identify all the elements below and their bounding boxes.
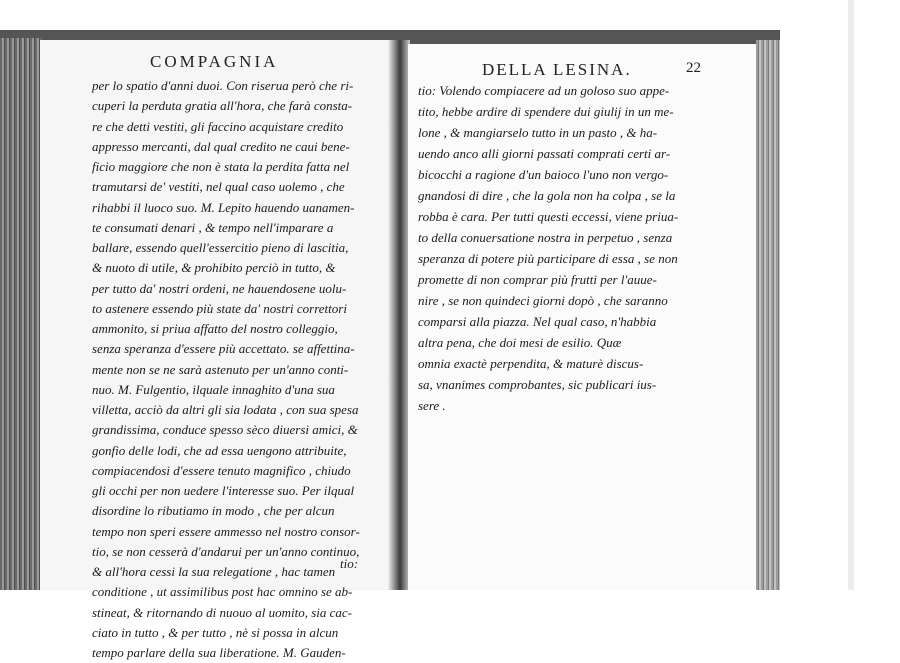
text-line: tempo non speri essere ammesso nel nostro consor-	[92, 523, 360, 539]
text-line: grandissima, conduce spesso sèco diuersi amici, &	[92, 422, 358, 438]
text-line: & all'hora cessi la sua relegatione , hac tamen	[92, 564, 336, 579]
left-running-header: COMPAGNIA	[150, 52, 279, 71]
text-line: gonfio delle lodi, che ad essa uengono attribuite,	[92, 442, 347, 458]
text-line: speranza di potere più participare di essa , se non	[418, 251, 678, 266]
text-line: promette di non comprar più frutti per l'auue-	[418, 272, 657, 287]
text-line: per lo spatio d'anni duoi. Con riserua però che ri-	[92, 78, 354, 93]
text-line: uendo anco alli giorni passati comprati certi ar-	[418, 146, 671, 161]
text-line: disordine lo ributiamo in modo , che per alcun	[92, 503, 335, 519]
catchword: tio:	[340, 556, 359, 571]
text-line: tio, se non cesserà d'andarui per un'anno continuo,	[92, 543, 360, 559]
text-line: nuo. M. Fulgentio, ilquale innaghito d'una sua	[92, 381, 335, 397]
text-line: nire , se non quindeci giorni dopò , che saranno	[418, 293, 668, 308]
text-line: altra pena, che doi mesi de esilio. Quæ	[418, 335, 622, 350]
text-line: compiacendosi d'essere tenuto magnifico , chiudo	[92, 462, 351, 478]
text-line: tito, hebbe ardire di spendere dui giulij in un me-	[418, 104, 674, 119]
text-line: ballare, essendo quell'essercitio pieno di lascitia,	[92, 240, 349, 255]
text-line: cuperi la perduta gratia all'hora, che farà consta-	[92, 98, 353, 114]
text-line: ficio maggiore che non è stata la perdita fatta nel	[92, 159, 350, 174]
text-line: to della conuersatione nostra in perpetuo , senza	[418, 230, 673, 245]
text-line: rihabbi il luoco suo. M. Lepito hauendo uanamen-	[92, 199, 355, 215]
right-page-edges	[756, 40, 780, 590]
right-page-text	[418, 80, 738, 416]
text-line: to astenere essendo più state da' nostri correttori	[92, 300, 347, 316]
text-line: stineat, & ritornando di nuouo al uomito, sia cac-	[92, 604, 352, 620]
text-line: ciato in tutto , & per tutto , nè si possa in alcun	[92, 624, 339, 640]
text-line: te consumati denari , & tempo nell'imparare a	[92, 219, 334, 235]
text-line: villetta, acciò da altri gli sia lodata , con sua spesa	[92, 402, 359, 417]
text-line: gli occhi per non uedere l'interesse suo. Per ilqual	[92, 483, 355, 498]
page-number: 22	[686, 60, 701, 76]
text-line: re che detti vestiti, gli faccino acquistare credito	[92, 118, 344, 134]
text-line: bicocchi a ragione d'un baioco l'uno non vergo-	[418, 167, 669, 182]
text-line: mente non se ne sarà astenuto per un'anno conti-	[92, 361, 349, 377]
text-line: tempo parlare della sua liberatione. M. Gauden-	[92, 645, 346, 660]
text-line: senza speranza d'essere più accettato. se affettina-	[92, 341, 355, 357]
background-strip	[848, 0, 854, 590]
right-running-header: DELLA LESINA.	[482, 60, 632, 79]
left-page-text	[92, 76, 388, 663]
text-line: comparsi alla piazza. Nel qual caso, n'habbia	[418, 314, 657, 329]
text-line: tramutarsi de' vestiti, nel qual caso uolemo , che	[92, 179, 345, 195]
text-line: conditione , ut assimilibus post hac omnino se ab-	[92, 584, 353, 600]
text-line: lone , & mangiarselo tutto in un pasto , & ha-	[418, 125, 658, 140]
text-line: per tutto da' nostri ordeni, ne hauendosene uolu-	[92, 280, 347, 296]
text-line: ammonito, si priua affatto del nostro colleggio,	[92, 321, 338, 336]
text-line: appresso mercanti, dal qual credito ne caui bene-	[92, 138, 350, 154]
book-gutter	[388, 40, 410, 590]
left-page-edges	[0, 38, 42, 590]
text-line: & nuoto di utile, & prohibito perciò in tutto, &	[92, 260, 336, 276]
text-line: gnandosi di dire , che la gola non ha colpa , se la	[418, 188, 676, 203]
text-line: tio: Volendo compiacere ad un goloso suo appe-	[418, 83, 670, 98]
text-line: sa, vnanimes comprobantes, sic publicari ius-	[418, 377, 657, 392]
text-line: sere .	[418, 398, 446, 413]
text-line: omnia exactè perpendita, & maturè discus-	[418, 356, 644, 371]
text-line: robba è cara. Per tutti questi eccessi, viene priua-	[418, 209, 679, 224]
